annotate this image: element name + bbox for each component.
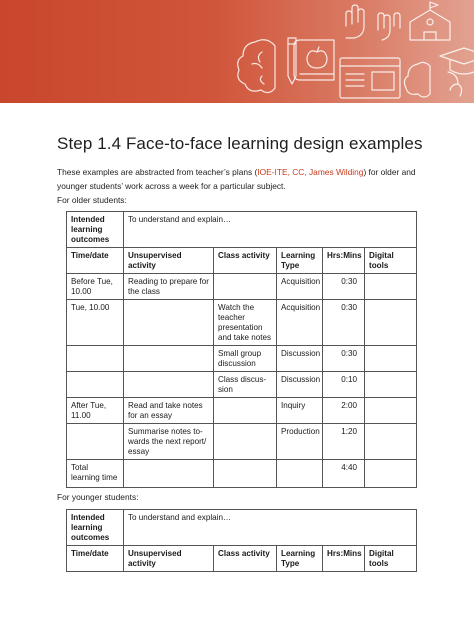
- empty-cell: [277, 460, 323, 488]
- intro-text-start: These examples are abstracted from teacher’s plans (: [57, 167, 258, 177]
- cell-digital-tools: [365, 274, 417, 300]
- cell-hrs-mins: 0:30: [323, 274, 365, 300]
- intro-text-end: ) for older and younger students’ work across a week for a particular subject.: [57, 167, 416, 191]
- older-students-table: [66, 211, 417, 488]
- column-header: Digital tools: [365, 248, 417, 274]
- table-header-row: [67, 248, 417, 274]
- column-header: Class activity: [214, 248, 277, 274]
- column-header: Unsupervised activity: [124, 546, 214, 572]
- cell-digital-tools: [365, 398, 417, 424]
- header-banner: [0, 0, 474, 103]
- column-header: Learning Type: [277, 248, 323, 274]
- table-row: [67, 510, 417, 546]
- cell-time: [67, 372, 124, 398]
- cell-hrs-mins: 0:30: [323, 300, 365, 346]
- total-value: 4:40: [323, 460, 365, 488]
- cell-unsupervised: Reading to prepare for the class: [124, 274, 214, 300]
- brain-icon: [404, 62, 461, 97]
- cell-class: [214, 274, 277, 300]
- intro-paragraph: [57, 166, 427, 193]
- cell-time: After Tue, 11.00: [67, 398, 124, 424]
- column-header: Time/date: [67, 248, 124, 274]
- cell-learning-type: Production: [277, 424, 323, 460]
- page-title: Step 1.4 Face-to-face learning design examples: [57, 134, 423, 153]
- older-students-label: For older students:: [57, 195, 127, 205]
- table-row: [67, 346, 417, 372]
- younger-students-table: [66, 509, 417, 572]
- cell-class: Class discus-sion: [214, 372, 277, 398]
- browser-window-icon: [340, 58, 400, 98]
- school-building-icon: [410, 2, 450, 40]
- younger-students-label: For younger students:: [57, 492, 139, 502]
- cell-digital-tools: [365, 300, 417, 346]
- table-header-row: [67, 546, 417, 572]
- column-header: Digital tools: [365, 546, 417, 572]
- cell-learning-type: Acquisition: [277, 274, 323, 300]
- cell-time: Tue, 10.00: [67, 300, 124, 346]
- column-header: Hrs:Mins: [323, 248, 365, 274]
- empty-cell: [214, 460, 277, 488]
- cell-unsupervised: [124, 372, 214, 398]
- table-total-row: [67, 460, 417, 488]
- table-row: [67, 212, 417, 248]
- cell-learning-type: Acquisition: [277, 300, 323, 346]
- cell-digital-tools: [365, 372, 417, 398]
- total-label: Total learning time: [67, 460, 124, 488]
- column-header: Class activity: [214, 546, 277, 572]
- hands-raised-icon: [346, 5, 400, 40]
- cell-learning-type: Inquiry: [277, 398, 323, 424]
- table-row: [67, 372, 417, 398]
- cell-learning-type: Discussion: [277, 372, 323, 398]
- column-header: Unsupervised activity: [124, 248, 214, 274]
- cell-class: Watch the teacher presentation and take notes: [214, 300, 277, 346]
- cell-time: [67, 424, 124, 460]
- cell-time: Before Tue, 10.00: [67, 274, 124, 300]
- table-row: [67, 300, 417, 346]
- cell-hrs-mins: 1:20: [323, 424, 365, 460]
- cell-hrs-mins: 0:30: [323, 346, 365, 372]
- cell-hrs-mins: 0:10: [323, 372, 365, 398]
- cell-time: [67, 346, 124, 372]
- graduation-cap-icon: [440, 48, 474, 74]
- cell-unsupervised: [124, 346, 214, 372]
- apple-icon: [307, 47, 327, 68]
- cell-unsupervised: Read and take notes for an essay: [124, 398, 214, 424]
- table-row: [67, 274, 417, 300]
- cell-digital-tools: [365, 424, 417, 460]
- outcomes-label: Intended learning outcomes: [67, 510, 124, 546]
- brain-icon: [238, 40, 275, 93]
- cell-class: [214, 398, 277, 424]
- outcomes-label: Intended learning outcomes: [67, 212, 124, 248]
- cell-unsupervised: [124, 300, 214, 346]
- column-header: Hrs:Mins: [323, 546, 365, 572]
- table-row: [67, 424, 417, 460]
- cell-class: [214, 424, 277, 460]
- empty-cell: [124, 460, 214, 488]
- intro-references: IOE-ITE, CC, James Wilding: [257, 167, 364, 177]
- outcomes-value: To understand and explain…: [124, 212, 417, 248]
- table-row: [67, 398, 417, 424]
- column-header: Learning Type: [277, 546, 323, 572]
- empty-cell: [365, 460, 417, 488]
- column-header: Time/date: [67, 546, 124, 572]
- outcomes-value: To understand and explain…: [124, 510, 417, 546]
- book-icon: [294, 40, 334, 80]
- cell-unsupervised: Summarise notes to-wards the next report/ essay: [124, 424, 214, 460]
- cell-digital-tools: [365, 346, 417, 372]
- cell-learning-type: Discussion: [277, 346, 323, 372]
- cell-hrs-mins: 2:00: [323, 398, 365, 424]
- cell-class: Small group discussion: [214, 346, 277, 372]
